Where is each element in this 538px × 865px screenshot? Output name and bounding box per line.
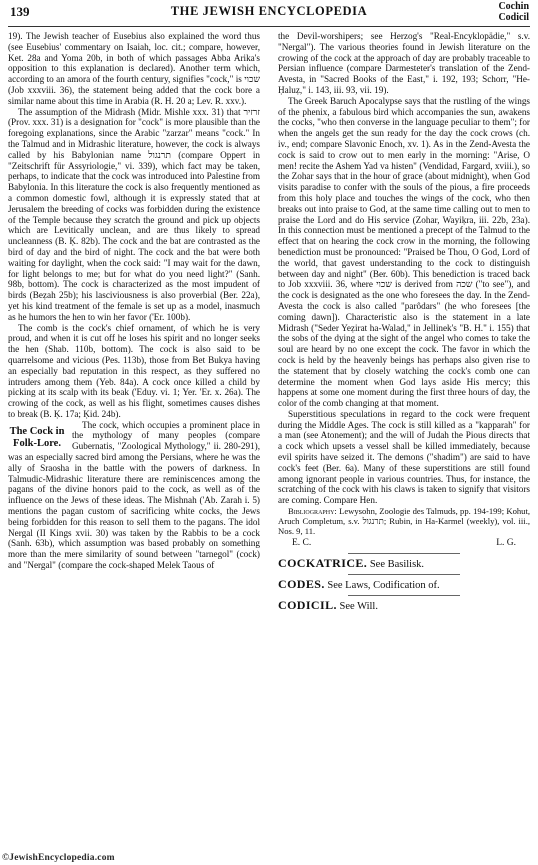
divider	[348, 574, 460, 575]
journal-title: THE JEWISH ENCYCLOPEDIA	[170, 4, 368, 18]
xref-link[interactable]: See Laws, Codification of.	[327, 579, 440, 591]
bibliography-text: Lewysohn, Zoologie des Talmuds, pp. 194-199; Kohut, Aruch Completum, s.v. תרנגול; Rubin, in Ha-Karmel (weekly), vol. iii., Nos. 9, 11.	[278, 506, 530, 537]
paragraph: The Greek Baruch Apocalypse says that the rustling of the wings of the phenix, a fabulous bird which accompanies the sun, awakens the cocks, "who then converse in the language peculiar to them"; for when the angels get the sun ready for the day the cock crows (ch. iv., end; compare Slavonic Enoch, xv. 1). As in the Zend-Avesta the cock is said to crow out to men early in the morning: "Arise, O men! recite the Ashem Yad va histen" (Vendidad, Fargard, xviii.), so the Zohar says that in the hour of grace (about midnight), when God visits paradise to confer with the souls of the pious, a fire proceeds from this holy place and touches the wings of the cock, who then breaks out into praise to God, at the same time calling out to men to praise the Lord and do His service (Zohar, Wayiḳra, iii. 22b, 23a). In this connection must be mentioned a precept of the Talmud to the effect that on hearing the cock crow in the morning, the following benediction must be pronounced: "Praised be Thou, O God, Lord of the world, that gavest understanding to the cock to distinguish between day and night" (Ber. 60b). This benediction is traced back to Job xxxviii. 36, where שכוי is derived from שכה ("to see"), and the cock is designated as the one who foresees the day. In the Zend-Avesta the cock is also called "parôdars" (he who foresees [the coming dawn]). Characteristic also is the statement in a late Midrash ("Seder Yeẓirat ha-Walad," in Jellinek's "B. H." i. 155) that the sobs of the dying at the sight of the angel who comes to take the soul are heard by no one except the cock. The favor in which the cock is held by the heavenly beings has perhaps also given rise to the statement that by closely watching the cock's comb one can determine the moment when God lays aside His mercy; this happens at some one moment during the first three hours of day, the color of the comb changing at that moment.	[278, 95, 530, 409]
paragraph: 19). The Jewish teacher of Eusebius also explained the word thus (see Eusebius' commentary on Isaiah, loc. cit.; compare, however, Ket. 28a and Yoma 20b, in both of which passages Abba Arika's opposition to this explanation is declared). Another term which, according to an amora of the fourth century, signifies "cock," is שכוי (Job xxxviii. 36), the statement being added that the cock bore a similar name about this time in Arabia (R. H. 20 a; Lev. R. xxv.).	[8, 31, 260, 106]
cross-reference-codicil	[278, 599, 530, 613]
paragraph: The cock, which occupies a prominent place in the mythology of many peoples (compare Gubernatis, "Zoological Mythology," ii. 280-291), was an especially sacred bird among the Persians, where he was the ally of Sraosha in the battle with the powers of darkness. In Talmudic-Midrashic literature there are reminiscences among the pagans of the divine honors paid to the cock, as well as of the influence on the Jews of these ideas. The Mishnah ('Ab. Zarah i. 5) mentions the pagan custom of sacrificing white cocks, the Jews being forbidden for this reason to sell them to the pagans. The idol Nergal (II Kings xvii. 30) was taken by the Rabbis to be a cock (Sanh. 63b), which assumption was based probably on something more than the mere similarity of sound between "tarnegol" (cock) and "Nergal" (compare the cock-shaped Melek Taous of	[8, 419, 260, 571]
cross-reference-cockatrice	[278, 557, 530, 571]
bibliography	[278, 506, 530, 536]
divider	[348, 553, 460, 554]
paragraph: Superstitious speculations in regard to the cock were frequent during the Middle Ages. The cock is still killed as a "kapparah" for a man (see Atonement); and the will of Judah the Pious directs that a cock which upsets a vessel shall be killed immediately, because evil spirits have seized it. The demons ("shadim") are said to have cock's feet (Ber. 6a). Many of these superstitions are still found among ignorant people in various countries. Thus, for instance, the scratching of the cock with his claws is taken to signify that visitors are coming. Compare Hen.	[278, 408, 530, 506]
cross-reference-codes	[278, 578, 530, 592]
running-head	[498, 1, 529, 23]
left-column	[8, 31, 260, 853]
xref-link[interactable]: See Will.	[339, 600, 378, 612]
paragraph: The comb is the cock's chief ornament, of which he is very proud, and when it is cut off he loses his spirit and no longer seeks the hen (Shab. 110b, bottom). The cock is also said to be quarrelsome and vicious (Pes. 113b), those from Bet Bukya having an especially bad reputation in this respect, as they suffered no intruders among them (Yeb. 84a). A cock once killed a child by picking at its scalp with its beak ('Eduy. vi. 1; Yer. 'Er. x. 26a). The crowing of the cock, as well as his flight, sometimes causes dishes to break (B. Ḳ. 17a; Ḳid. 24b).	[8, 322, 260, 419]
xref-link[interactable]: See Basilisk.	[369, 558, 425, 570]
xref-title: CODICIL.	[278, 597, 337, 612]
paragraph: the Devil-worshipers; see Herzog's "Real-Encyklopädie," s.v. "Nergal"). The various theories found in Jewish literature on the crowing of the cock at the approach of day are probably traceable to Persian influence (compare Darmesteter's translation of the Zend-Avesta, in "Sacred Books of the East," i. 192, 193; Schorr, "He-Ḥaluẓ," i. 143, iii. 93, vii. 19).	[278, 31, 530, 95]
signature-left: E. C.	[292, 538, 312, 549]
xref-title: CODES.	[278, 576, 325, 591]
bibliography-label: Bibliography:	[288, 506, 337, 517]
xref-title: COCKATRICE.	[278, 555, 368, 570]
copyright-credit: ©JewishEncyclopedia.com	[2, 853, 115, 863]
author-signatures	[292, 538, 516, 549]
signature-right: L. G.	[496, 538, 516, 549]
page-header	[8, 0, 530, 27]
divider	[348, 595, 460, 596]
page-number: 139	[10, 4, 30, 19]
running-head-bottom: Codicil	[498, 12, 529, 23]
right-column	[278, 31, 530, 853]
side-heading: The Cock in Folk-Lore.	[9, 425, 65, 449]
running-head-top: Cochin	[498, 1, 529, 12]
paragraph: The assumption of the Midrash (Midr. Mishle xxx. 31) that זרזיר (Prov. xxx. 31) is a designation for "cock" is more plausible than the foregoing explanations, since the Arabic "zarzar" means "cock." In the Talmud and in Midrashic literature, however, the cock is always called by his Babylonian name תרנגול (compare Oppert in "Zeitschrift für Assyriologie," vi. 339), which fact may be taken, perhaps, to indicate that the cock was introduced into Palestine from Babylonia. In this literature the cock is also frequently mentioned as a common domestic fowl, although it is expressly stated that at Jerusalem the breeding of cocks was forbidden during the existence of the Temple because they scratch the ground and pick up objects which are Levitically unclean, and are thus likely to spread uncleanness (B. Ḳ. 82b). The cock and the bat are contrasted as the bird of day and the bird of night. The cock and the bat were both waiting for daylight, when the cock said: "I may wait for the dawn, for light belongs to me; but for what do you need light?" (Sanh. 98b, bottom). The cock is characterized as the most impudent of birds (Beẓah 25b); his lasciviousness is also proverbial (Ber. 22a), yet his kind treatment of the female is set up as a model, inasmuch as he humors the hen to win her favor ('Er. 100b).	[8, 106, 260, 322]
